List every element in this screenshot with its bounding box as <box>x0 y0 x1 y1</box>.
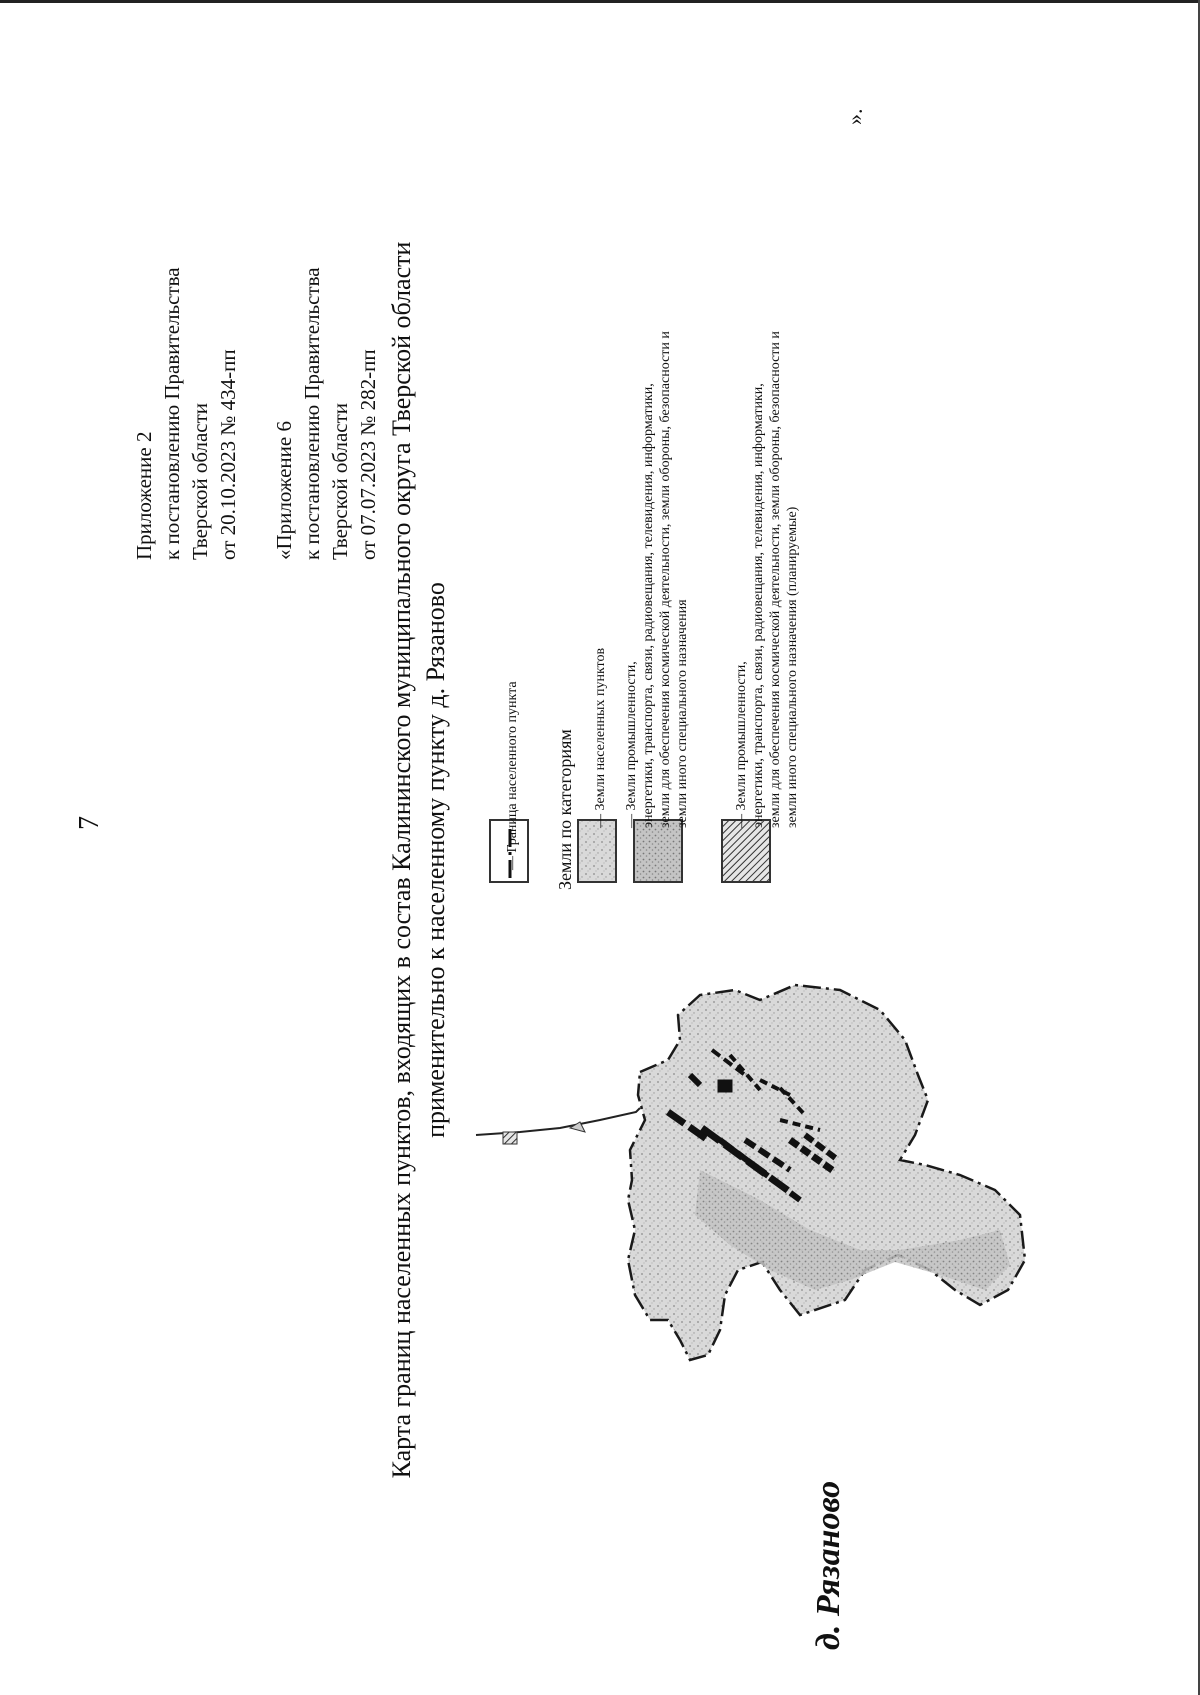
legend-heading: Земли по категориям <box>555 729 575 890</box>
small-hatched-plot <box>503 1132 517 1144</box>
appendix-2-line1: Приложение 2 <box>132 431 156 560</box>
legend-industrial-line2: энергетики, транспорта, связи, радиовещания, телевидения, информатики, <box>641 383 656 828</box>
legend-industrial-planned-line4: земли иного специального назначения (планируемые) <box>785 506 800 828</box>
legend-settlements-label: — Земли населенных пунктов <box>593 647 608 828</box>
legend-industrial-planned-line2: энергетики, транспорта, связи, радиовещания, телевидения, информатики, <box>751 383 766 828</box>
appendix-2-line2: к постановлению Правительства <box>160 267 184 560</box>
appendix-6-line1: «Приложение 6 <box>272 421 296 560</box>
appendix-2-line3: Тверской области <box>188 402 212 560</box>
road-line <box>476 1108 640 1135</box>
legend-settlements-swatch <box>578 820 616 882</box>
legend-industrial-line4: земли иного специального назначения <box>675 599 690 828</box>
legend-boundary-label: — Граница населенного пункта <box>505 681 520 870</box>
appendix-6-line2: к постановлению Правительства <box>300 267 324 560</box>
map-title-line1: Карта границ населенных пунктов, входящих в состав Калининского муниципального округа Тверской области <box>387 241 416 1479</box>
legend-industrial-swatch <box>634 820 682 882</box>
legend-industrial-label <box>623 128 691 828</box>
legend-industrial-planned-line3: земли для обеспечения космической деятельности, земли обороны, безопасности и <box>768 331 783 828</box>
appendix-6-line4: от 07.07.2023 № 282-пп <box>356 349 380 560</box>
appendix-6-line3: Тверской области <box>328 402 352 560</box>
page-number: 7 <box>74 816 105 830</box>
legend-industrial-line3: земли для обеспечения космической деятельности, земли обороны, безопасности и <box>658 331 673 828</box>
closing-quote: ». <box>842 108 867 125</box>
appendix-2-line4: от 20.10.2023 № 434-пп <box>216 349 240 560</box>
village-name-label: д. Рязаново <box>810 1480 847 1650</box>
legend-industrial-planned-label <box>733 128 801 828</box>
legend-industrial-planned-line1: — Земли промышленности, <box>734 661 749 828</box>
map-title-line2: применительно к населенному пункту д. Рязаново <box>421 582 450 1138</box>
legend-industrial-line1: — Земли промышленности, <box>624 661 639 828</box>
legend-industrial-planned-swatch <box>722 820 770 882</box>
